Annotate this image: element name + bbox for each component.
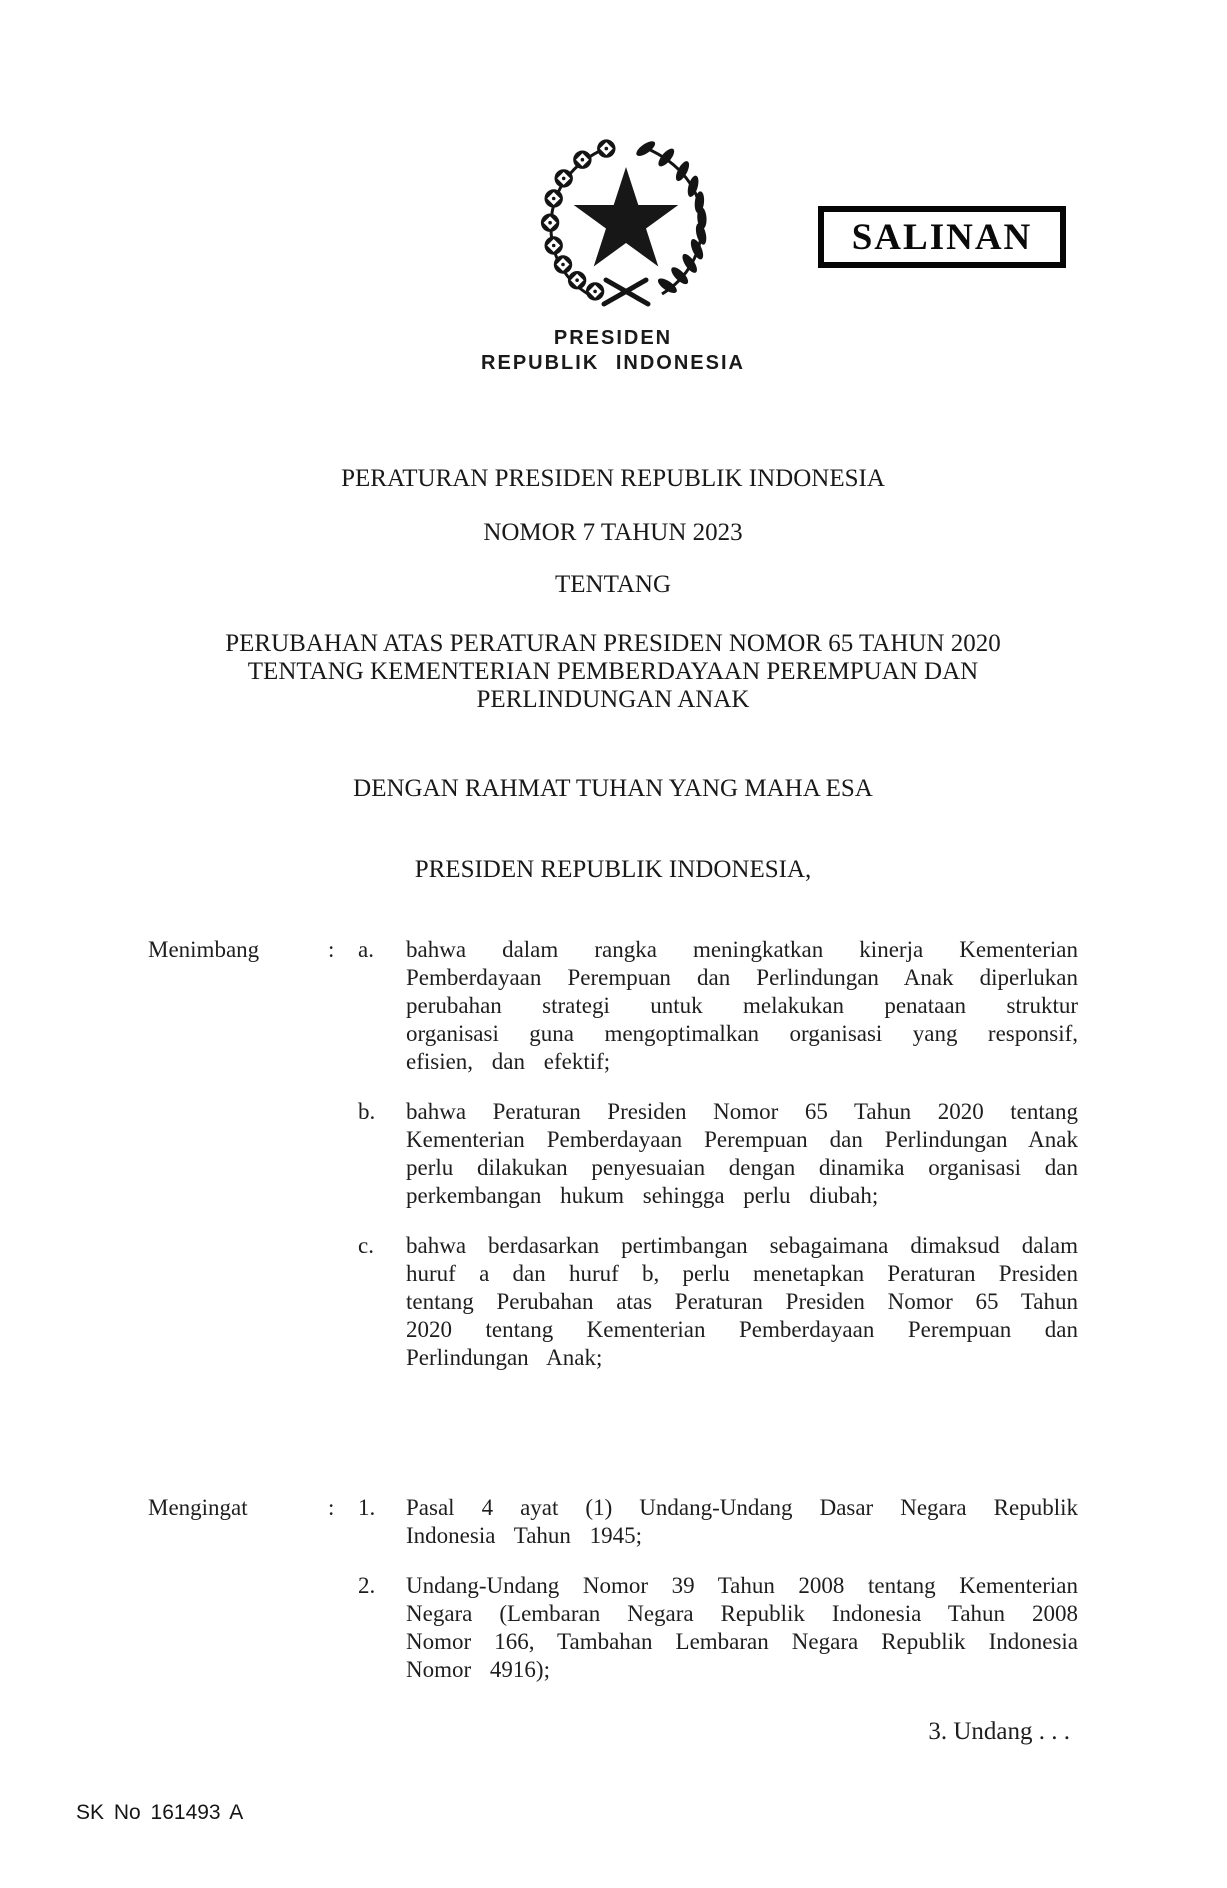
title-block [148, 465, 1078, 714]
star-icon [574, 167, 679, 267]
regulation-number: NOMOR 7 TAHUN 2023 [483, 519, 743, 546]
legal-basis-clause [148, 1494, 1078, 1684]
considering-item-a [358, 936, 1078, 1076]
salinan-stamp-box [818, 206, 1066, 268]
regulation-subject [148, 630, 1078, 714]
item-text: bahwa Peraturan Presiden Nomor 65 Tahun 2020 tentang Kementerian Pemberdayaan Perempuan dan Perlindungan Anak perlu dilakukan penyesuaian dengan dinamika organisasi dan perkembangan hukum sehingga perlu diubah; [406, 1099, 1078, 1208]
legal-basis-items [358, 1494, 1078, 1684]
item-marker: c. [358, 1233, 374, 1258]
salinan-stamp-label: SALINAN [851, 216, 1033, 258]
legal-basis-item-1 [358, 1494, 1078, 1550]
letterhead [148, 326, 1078, 376]
considering-clause [148, 936, 1078, 1372]
item-text: bahwa berdasarkan pertimbangan sebagaimana dimaksud dalam huruf a dan huruf b, perlu menetapkan Peraturan Presiden tentang Perubahan atas Peraturan Presiden Nomor 65 Tahun 2020 tentang Kementerian Pemberdayaan Perempuan dan Perlindungan Anak; [406, 1233, 1078, 1370]
legal-basis-label: Mengingat [148, 1495, 248, 1520]
item-text: bahwa dalam rangka meningkatkan kinerja Kementerian Pemberdayaan Perempuan dan Perlindungan Anak diperlukan perubahan strategi untuk melakukan penataan struktur organisasi guna mengoptimalkan organisasi yang responsif, efisien, dan efektif; [406, 937, 1078, 1074]
enacting-authority-line: PRESIDEN REPUBLIK INDONESIA, [414, 856, 812, 883]
letterhead-presiden: PRESIDEN [553, 327, 673, 349]
legal-basis-item-2 [358, 1572, 1078, 1684]
item-text: Pasal 4 ayat (1) Undang-Undang Dasar Negara Republik Indonesia Tahun 1945; [406, 1495, 1078, 1548]
regulation-title: PERATURAN PRESIDEN REPUBLIK INDONESIA [341, 465, 885, 492]
considering-separator: : [328, 937, 335, 962]
item-marker: b. [358, 1099, 376, 1124]
crossed-stems [604, 280, 648, 304]
item-marker: a. [358, 937, 374, 962]
subject-line: PERLINDUNGAN ANAK [476, 686, 750, 713]
letterhead-republik-indonesia: REPUBLIK INDONESIA [481, 352, 745, 374]
legal-basis-separator: : [328, 1495, 335, 1520]
item-text: Undang-Undang Nomor 39 Tahun 2008 tentang Kementerian Negara (Lembaran Negara Republik Indonesia Tahun 2008 Nomor 166, Tambahan Lembaran Negara Republik Indonesia Nomor 4916); [406, 1573, 1078, 1682]
subject-line: PERUBAHAN ATAS PERATURAN PRESIDEN NOMOR 65 TAHUN 2020 [225, 630, 1001, 657]
considering-item-b [358, 1098, 1078, 1210]
item-marker: 1. [358, 1495, 376, 1520]
considering-items [358, 936, 1078, 1372]
considering-item-c [358, 1232, 1078, 1372]
invocation-line: DENGAN RAHMAT TUHAN YANG MAHA ESA [353, 775, 873, 802]
item-marker: 2. [358, 1573, 376, 1598]
presidential-emblem-icon [536, 126, 716, 308]
subject-line: TENTANG KEMENTERIAN PEMBERDAYAAN PEREMPUAN DAN [247, 658, 979, 685]
catchword: 3. Undang . . . [928, 1718, 1070, 1745]
considering-label: Menimbang [148, 937, 260, 962]
document-code: SK No 161493 A [76, 1801, 244, 1824]
tentang-label: TENTANG [554, 571, 672, 598]
